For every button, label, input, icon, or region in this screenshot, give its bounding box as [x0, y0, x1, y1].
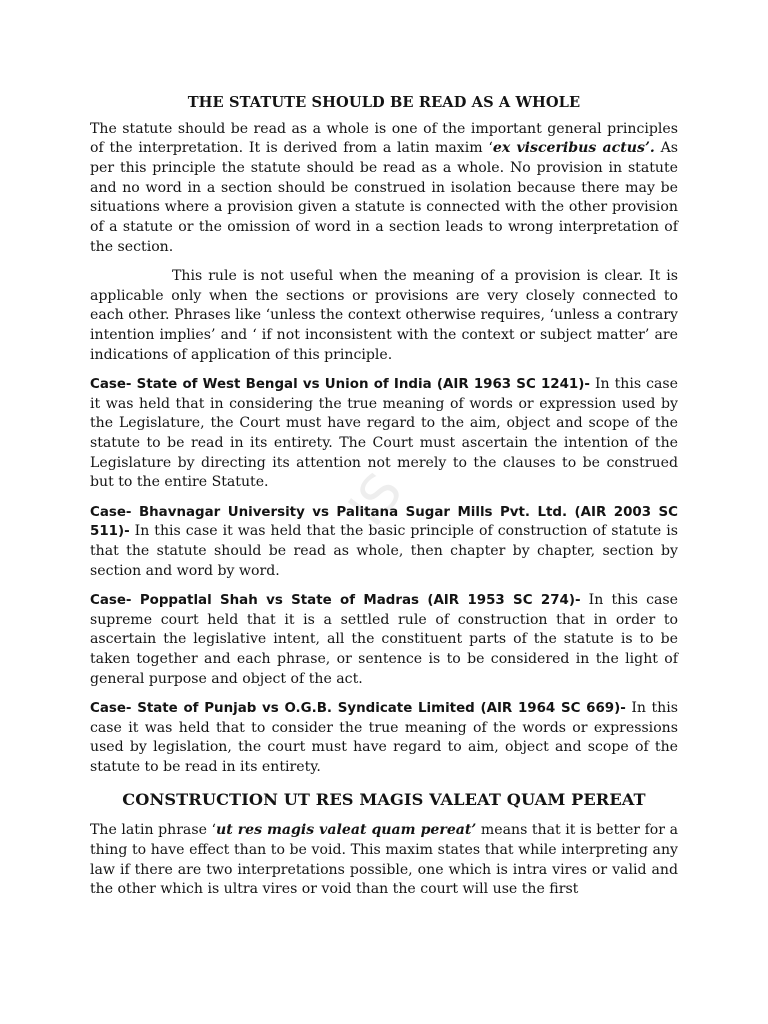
section-heading-statute-whole: THE STATUTE SHOULD BE READ AS A WHOLE	[187, 94, 581, 111]
document-page	[90, 84, 678, 910]
latin-maxim: ut res magis valeat quam pereat’	[215, 822, 477, 839]
paragraph	[90, 375, 678, 493]
paragraph	[90, 821, 678, 900]
case-citation: Case- Bhavnagar University vs Palitana Sugar Mills Pvt. Ltd. (AIR 2003 SC 511)-	[90, 504, 678, 540]
watermark: IS	[337, 462, 415, 538]
paragraph-text: The latin phrase ‘	[90, 822, 216, 839]
section-heading-ut-res-magis: CONSTRUCTION UT RES MAGIS VALEAT QUAM PEREAT	[122, 789, 646, 809]
paragraph-text: In this case supreme court held that it is a settled rule of construction that in order to ascertain the legislative intent, all the constituent parts of the statute is to be taken together and each phrase, or sentence is to be considered in the light of general purpose and object of the act.	[90, 591, 679, 687]
paragraph	[90, 120, 678, 258]
section-body-ut-res-magis	[90, 821, 678, 900]
paragraph-text: This rule is not useful when the meaning of a provision is clear. It is applicable only when the sections or provisions are very closely connected to each other. Phrases like ‘unless the context otherwise requires, ‘unless a contrary intention implies’ and ‘ if not inconsistent with the context or subject matter’ are indications of application of this principle.	[90, 267, 678, 363]
paragraph-text: In this case it was held that to consider the true meaning of the words or expressions used by legislation, the court must have regard to aim, object and scope of the statute to be read in its entirety.	[90, 699, 678, 776]
case-citation: Case- Poppatlal Shah vs State of Madras (AIR 1953 SC 274)-	[90, 592, 581, 608]
paragraph-text: means that it is better for a thing to have effect than to be void. This maxim states that while interpreting any law if there are two interpretations possible, one which is intra vires or valid and the other which is ultra vires or void than the court will use the first	[90, 822, 678, 898]
latin-maxim: ex visceribus actus’.	[492, 140, 655, 157]
paragraph-text: The statute should be read as a whole is one of the important general principles of the interpretation. It is derived from a latin maxim ‘	[90, 120, 678, 157]
paragraph	[90, 699, 678, 778]
paragraph	[90, 267, 678, 366]
section-body-statute-whole	[90, 120, 678, 778]
paragraph-text: In this case it was held that in considering the true meaning of words or expression used by the Legislature, the Court must have regard to the aim, object and scope of the statute to be read in its entirety. The Court must ascertain the intention of the Legislature by directing its attention not merely to the clauses to be construed but to the entire Statute.	[90, 375, 678, 491]
case-citation: Case- State of West Bengal vs Union of India (AIR 1963 SC 1241)-	[90, 376, 590, 392]
paragraph-text: In this case it was held that the basic principle of construction of statute is that the statute should be read as whole, then chapter by chapter, section by section and word by word.	[90, 523, 678, 579]
paragraph	[90, 503, 678, 582]
case-citation: Case- State of Punjab vs O.G.B. Syndicate Limited (AIR 1964 SC 669)-	[90, 700, 626, 716]
paragraph-text: As per this principle the statute should be read as a whole. No provision in statute and no word in a section should be construed in isolation because there may be situations where a provision given a statute is connected with the other provision of a statute or the omission of word in a section leads to wrong interpretation of the section.	[90, 140, 678, 255]
paragraph	[90, 591, 678, 690]
